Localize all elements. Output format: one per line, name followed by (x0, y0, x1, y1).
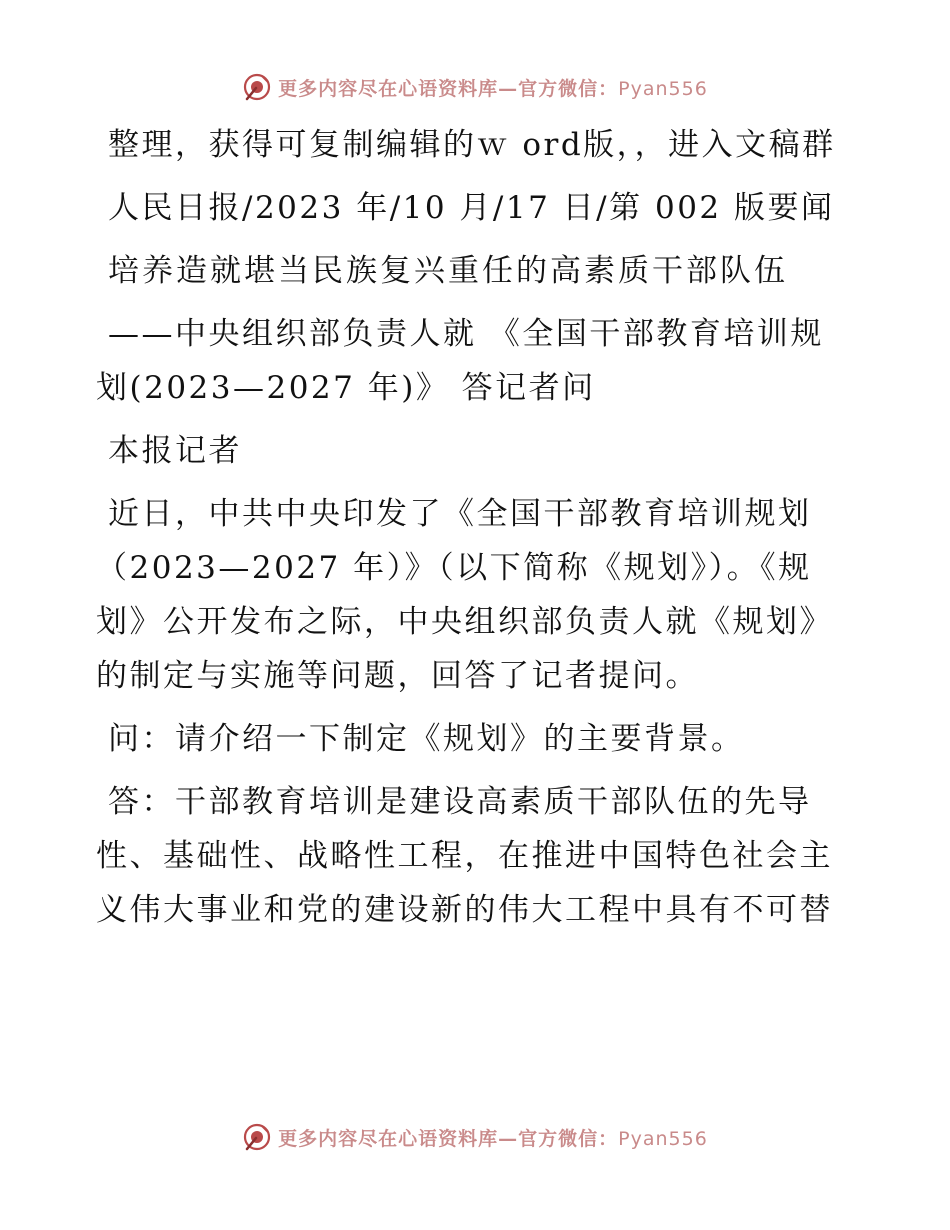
footer-banner-text: 更多内容尽在心语资料库—官方微信：Pyan556 (278, 1127, 708, 1150)
footer-wechat-id: Pyan556 (618, 1127, 708, 1150)
document-body (96, 118, 856, 946)
answer-1: 答：干部教育培训是建设高素质干部队伍的先导性、基础性、战略性工程，在推进中国特色社会主义伟大事业和党的建设新的伟大工程中具有不可替 (96, 784, 833, 928)
header-banner (0, 72, 950, 102)
headline: 培养造就堪当民族复兴重任的高素质干部队伍 (108, 253, 788, 289)
source-line: 人民日报/2023 年/10 月/17 日/第 002 版要闻 (108, 190, 835, 226)
pen-seal-logo-icon (242, 1122, 272, 1152)
byline: 本报记者 (108, 433, 242, 469)
header-wechat-id: Pyan556 (618, 77, 708, 100)
intro-paragraph: 整理，获得可复制编辑的ｗ ord版，，进入文稿群 (108, 127, 836, 163)
lead-paragraph: 近日，中共中央印发了《全国干部教育培训规划（2023—2027 年）》（以下简称《规划》）。《规划》公开发布之际，中央组织部负责人就《规划》的制定与实施等问题，回答了记者提问。 (96, 496, 833, 694)
subheadline: ——中央组织部负责人就 《全国干部教育培训规划(2023—2027 年)》 答记者问 (96, 316, 824, 406)
footer-banner (0, 1122, 950, 1152)
header-banner-text: 更多内容尽在心语资料库—官方微信：Pyan556 (278, 77, 708, 100)
pen-seal-logo-icon (242, 72, 272, 102)
question-1: 问：请介绍一下制定《规划》的主要背景。 (108, 721, 745, 757)
